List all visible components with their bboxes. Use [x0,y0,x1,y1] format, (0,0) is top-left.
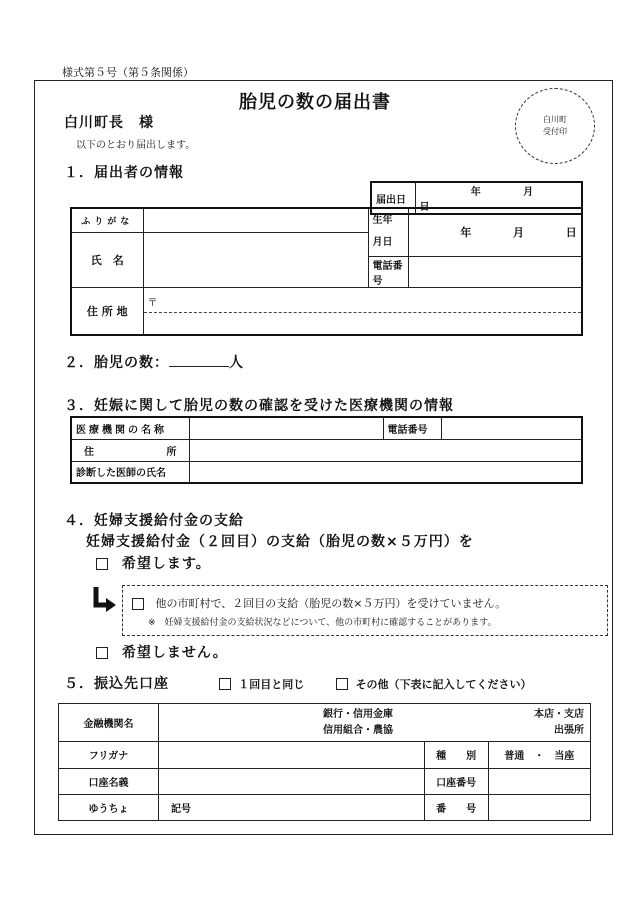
yucho-label: ゆうちょ [59,794,159,820]
account-number-label: 口座番号 [424,768,488,794]
addressee: 白川町長 様 [64,115,154,131]
phone-label: 電話番号 [368,256,408,287]
option-no-label: 希望しません。 [121,645,228,661]
stamp-line2: 受付印 [543,127,567,136]
doctor-name-field[interactable] [189,461,582,483]
branch-type-labels [534,707,584,739]
institution-address-field[interactable] [189,439,582,461]
birth-label-1: 生年 [372,215,393,227]
account-kind-label: 種 別 [424,742,488,768]
doctor-name-label: 診断した医師の氏名 [71,461,189,483]
form-id: 様式第５号（第５条関係） [62,66,194,79]
option-no-checkbox[interactable] [96,647,108,659]
filing-date-label: 届出日 [371,182,415,214]
bank-account-table [58,703,591,821]
birth-day-label: 日 [565,226,577,240]
bank-name-label: 金融機関名 [59,704,159,742]
fetus-count-field[interactable] [169,354,229,367]
section4-statement: 妊婦支援給付金（２回目）の支給（胎児の数×５万円）を [86,534,474,550]
section4-heading: ４．妊婦支援給付金の支給 [64,513,244,529]
same-as-first-label: １回目と同じ [238,678,305,691]
stamp-line1: 白川町 [543,115,567,124]
section5-header [64,673,532,693]
name-label: 氏 名 [71,232,143,287]
institution-name-label: 医療機関の名称 [71,417,189,439]
bank-type-2: 信用組合・農協 [323,725,393,736]
section3-heading: ３．妊娠に関して胎児の数の確認を受けた医療機関の情報 [64,398,454,414]
institution-name-field[interactable] [189,417,383,439]
yucho-number-label: 番 号 [424,794,488,820]
yucho-number-field[interactable] [488,794,590,820]
medical-institution-table [70,416,583,484]
name-field[interactable] [143,232,368,287]
account-holder-label: 口座名義 [59,768,159,794]
birth-year-label: 年 [460,226,472,240]
section5-heading: ５．振込先口座 [64,676,169,692]
notice-checkbox[interactable] [132,598,144,610]
account-holder-field[interactable] [159,768,425,794]
account-furigana-label: フリガナ [59,742,159,768]
birth-label [368,208,408,256]
institution-address-label-2: 所 [166,446,177,458]
branch-type-2: 出張所 [554,725,584,736]
postal-mark: 〒 [147,297,158,309]
address-label: 住 所 地 [71,287,143,335]
reception-stamp-area [515,88,595,164]
bank-name-field[interactable] [159,704,591,742]
notice-row [132,595,506,611]
notice-main: 他の市町村で、２回目の支給（胎児の数×５万円）を受けていません。 [155,597,507,610]
furigana-field[interactable] [143,208,368,232]
year-label: 年 [470,187,481,198]
applicant-table [70,207,583,336]
month-label: 月 [523,187,534,198]
arrow-down-right-icon [92,585,122,615]
option-yes-row [96,553,211,573]
institution-address-label-1: 住 [84,446,94,458]
institution-address-label [71,439,189,461]
account-number-field[interactable] [488,768,590,794]
bank-type-1: 銀行・信用金庫 [323,709,393,720]
phone-field[interactable] [408,256,582,287]
institution-phone-field[interactable] [441,417,582,439]
account-furigana-field[interactable] [159,742,425,768]
same-as-first-checkbox[interactable] [219,678,231,690]
intro-text: 以下のとおり届出します。 [76,140,196,151]
section2-heading: ２．胎児の数： [64,355,169,371]
section2-line [64,352,244,372]
birth-label-2: 月日 [372,237,393,249]
account-kind-options[interactable]: 普通 ・ 当座 [488,742,590,768]
other-account-checkbox[interactable] [336,678,348,690]
option-yes-checkbox[interactable] [96,558,108,570]
yucho-symbol-field[interactable] [159,794,425,820]
furigana-label: ふりがな [71,208,143,232]
page-title: 胎児の数の届出書 [239,92,391,113]
notice-sub: ※ 妊婦支援給付金の支給状況などについて、他の市町村に確認することがあります。 [148,618,497,628]
institution-phone-label: 電話番号 [383,417,441,439]
day-label: 日 [419,202,430,213]
option-yes-label: 希望します。 [121,556,211,572]
fetus-count-unit: 人 [229,355,244,371]
branch-type-1: 本店・支店 [534,709,584,720]
address-field[interactable] [143,287,582,335]
address-divider [144,312,582,313]
birth-month-label: 月 [513,226,525,240]
other-account-label: その他（下表に記入してください） [355,678,532,691]
section1-heading: １．届出者の情報 [64,165,184,181]
option-no-row [96,642,228,662]
yucho-symbol-label: 記号 [171,803,191,815]
bank-type-labels [323,707,393,739]
birth-date-field[interactable] [408,208,582,256]
